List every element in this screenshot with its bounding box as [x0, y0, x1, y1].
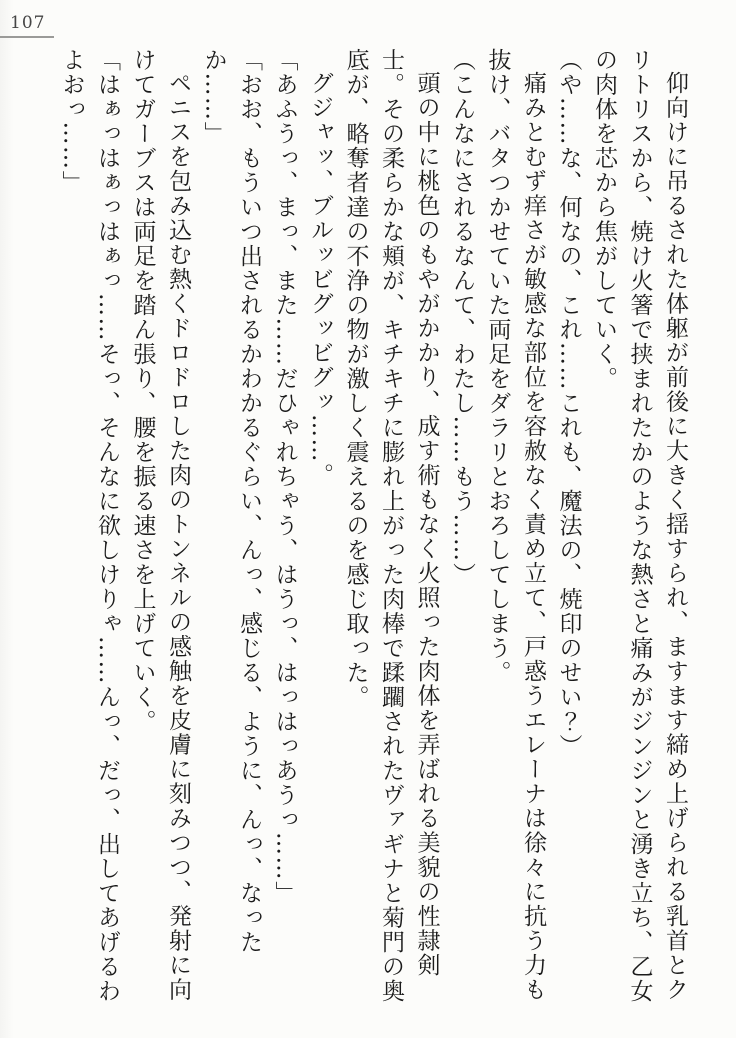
vertical-text-body	[53, 48, 692, 1010]
narration-paragraph: 頭の中に桃色のもやがかかり、成す術もなく火照った肉体を弄ばれる美貌の性隷剣士。その柔らかな頬が、キチキチに膨れ上がった肉棒で蹂躙されたヴァギナと菊門の奥底が、略奪者達の不浄の物が激しく震えるのを感じ取った。	[342, 48, 440, 1004]
inner-monologue-line: （こんなにされるなんて、わたし……もう……）	[449, 48, 475, 587]
inner-monologue-line: （や……な、何なの、これ……これも、魔法の、焼印のせい？）	[555, 48, 582, 759]
dialogue-line: 「あふうっ、まっ、また……だひゃれちゃう、はうっ、はっはっあうっ……」	[271, 48, 298, 906]
page-number: 107	[0, 11, 54, 38]
dialogue-line: 「はぁっはぁっはぁっ……そっ、そんなに欲しけりゃ……んっ、だっ、出してあげるわよおっ……」	[58, 48, 120, 1004]
narration-paragraph: 痛みとむず痒さが敏感な部位を容赦なく責め立て、戸惑うエレーナは徐々に抗う力も抜け、バタつかせていた両足をダラリとおろしてしまう。	[484, 48, 546, 1002]
dialogue-line: 「おお、もういつ出されるかわかるぐらい、んっ、感じる、ように、んっ、なったか……」	[200, 48, 262, 955]
sfx-line: グジャッ、ブルッビグッビグッ……。	[307, 71, 333, 488]
narration-paragraph: 仰向けに吊るされた体躯が前後に大きく揺すられ、ますます締め上げられる乳首とクリトリスから、焼け火箸で挟まれたかのような熱さと痛みがジンジンと湧き立ち、乙女の肉体を芯から焦がしていく。	[591, 48, 688, 1004]
narration-paragraph: ペニスを包み込む熱くドロドロした肉のトンネルの感触を皮膚に刻みつつ、発射に向けてガーブスは両足を踏ん張り、腰を振る速さを上げていく。	[129, 48, 191, 1002]
